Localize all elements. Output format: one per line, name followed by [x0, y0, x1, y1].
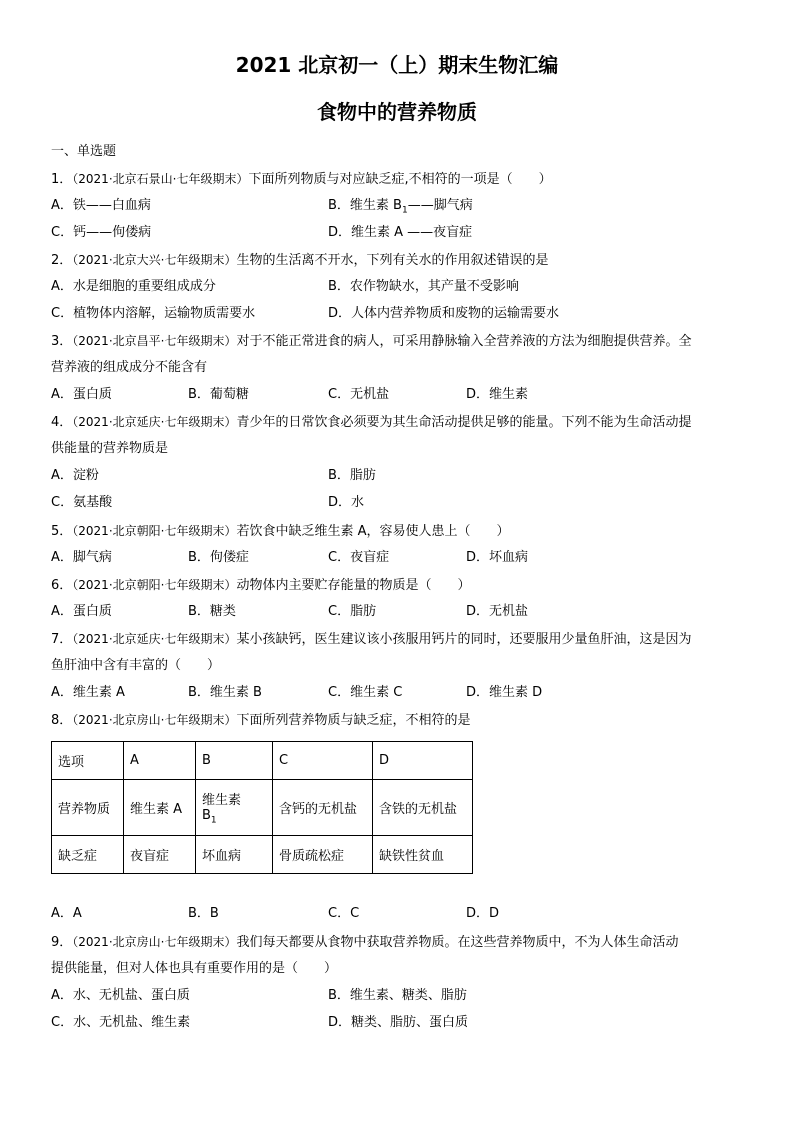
q6-option-a: A．蛋白质: [51, 604, 112, 619]
q1-option-b: B．维生素 $B_1——$脚气病: [328, 198, 473, 216]
q5-option-c: C．夜盲症: [328, 550, 390, 565]
q7-option-b: B．维生素 B: [188, 685, 262, 700]
q4-option-b: B．脂肪: [328, 468, 376, 483]
table-cell: B: [196, 742, 273, 780]
question-3: 3．（2021·北京昌平·七年级期末）对于不能正常进食的病人，可采用静脉输入全营养液的方法为细胞提供营养。全: [51, 334, 692, 349]
table-cell: A: [124, 742, 196, 780]
q6-option-b: B．糖类: [188, 604, 236, 619]
table-cell: 含铁的无机盐: [373, 780, 473, 836]
table-cell: 夜盲症: [124, 836, 196, 874]
question-6: 6．（2021·北京朝阳·七年级期末）动物体内主要贮存能量的物质是（ ）: [51, 578, 471, 593]
question-7-cont: 鱼肝油中含有丰富的（ ）: [51, 658, 221, 673]
q2-option-a: A．水是细胞的重要组成成分: [51, 279, 216, 294]
q2-option-c: C．植物体内溶解，运输物质需要水: [51, 306, 256, 321]
q3-option-c: C．无机盐: [328, 387, 390, 402]
q5-option-a: A．脚气病: [51, 550, 112, 565]
table-cell: 缺乏症: [52, 836, 124, 874]
q9-option-b: B．维生素、糖类、脂肪: [328, 988, 467, 1003]
q3-option-d: D．维生素: [466, 387, 529, 402]
document-title: 2021 北京初一（上）期末生物汇编: [235, 53, 559, 77]
q1-option-d: D．维生素 A ——夜盲症: [328, 225, 473, 240]
q7-option-d: D．维生素 D: [466, 685, 543, 700]
question-4-cont: 供能量的营养物质是: [51, 441, 169, 456]
question-3-cont: 营养液的组成成分不能含有: [51, 360, 208, 375]
q9-option-d: D．糖类、脂肪、蛋白质: [328, 1015, 469, 1030]
q7-option-c: C．维生素 C: [328, 685, 403, 700]
question-9: 9．（2021·北京房山·七年级期末）我们每天都要从食物中获取营养物质。在这些营养物质中，不为人体生命活动: [51, 935, 679, 950]
section-heading: 一、单选题: [51, 144, 117, 159]
table-cell: 含钙的无机盐: [273, 780, 373, 836]
table-header-row: [52, 742, 473, 780]
question-7: 7．（2021·北京延庆·七年级期末）某小孩缺钙，医生建议该小孩服用钙片的同时，还要服用少量鱼肝油，这是因为: [51, 632, 692, 647]
q7-option-a: A．维生素 A: [51, 685, 125, 700]
q5-option-b: B．佝偻症: [188, 550, 249, 565]
table-row: [52, 780, 473, 836]
question-5: 5．（2021·北京朝阳·七年级期末）若饮食中缺乏维生素 A，容易使人患上（ ）: [51, 524, 510, 539]
q3-option-b: B．葡萄糖: [188, 387, 249, 402]
table-cell: 缺铁性贫血: [373, 836, 473, 874]
q8-option-b: B．B: [188, 906, 219, 921]
q5-option-d: D．坏血病: [466, 550, 529, 565]
table-cell: 坏血病: [196, 836, 273, 874]
q6-option-d: D．无机盐: [466, 604, 529, 619]
q4-option-a: A．淀粉: [51, 468, 99, 483]
q9-option-a: A．水、无机盐、蛋白质: [51, 988, 190, 1003]
question-1: 1．（2021·北京石景山·七年级期末）下面所列物质与对应缺乏症,不相符的一项是（ ）: [51, 172, 552, 187]
document-subtitle: 食物中的营养物质: [317, 100, 477, 124]
q4-option-c: C．氨基酸: [51, 495, 113, 510]
q2-option-b: B．农作物缺水，其产量不受影响: [328, 279, 519, 294]
q8-option-a: A．A: [51, 906, 82, 921]
table-cell: D: [373, 742, 473, 780]
table-cell: C: [273, 742, 373, 780]
question-4: 4．（2021·北京延庆·七年级期末）青少年的日常饮食必须要为其生命活动提供足够的能量。下列不能为生命活动提: [51, 415, 692, 430]
table-cell: 骨质疏松症: [273, 836, 373, 874]
q1-option-c: C．钙——佝偻病: [51, 225, 152, 240]
q6-option-c: C．脂肪: [328, 604, 377, 619]
question-9-cont: 提供能量，但对人体也具有重要作用的是（ ）: [51, 961, 338, 976]
question-8: 8．（2021·北京房山·七年级期末）下面所列营养物质与缺乏症，不相符的是: [51, 713, 471, 728]
table-cell: 维生素 A: [124, 780, 196, 836]
q9-option-c: C．水、无机盐、维生素: [51, 1015, 191, 1030]
table-cell: 维生素 $B_1$: [196, 780, 273, 836]
q8-option-c: C．C: [328, 906, 360, 921]
q2-option-d: D．人体内营养物质和废物的运输需要水: [328, 306, 560, 321]
q1-option-a: A．铁——白血病: [51, 198, 151, 213]
table-cell: 选项: [52, 742, 124, 780]
question-2: 2．（2021·北京大兴·七年级期末）生物的生活离不开水，下列有关水的作用叙述错误的是: [51, 253, 549, 268]
q3-option-a: A．蛋白质: [51, 387, 112, 402]
q8-table: [51, 741, 473, 874]
q8-option-d: D．D: [466, 906, 500, 921]
q4-option-d: D．水: [328, 495, 365, 510]
table-row: [52, 836, 473, 874]
table-cell: 营养物质: [52, 780, 124, 836]
